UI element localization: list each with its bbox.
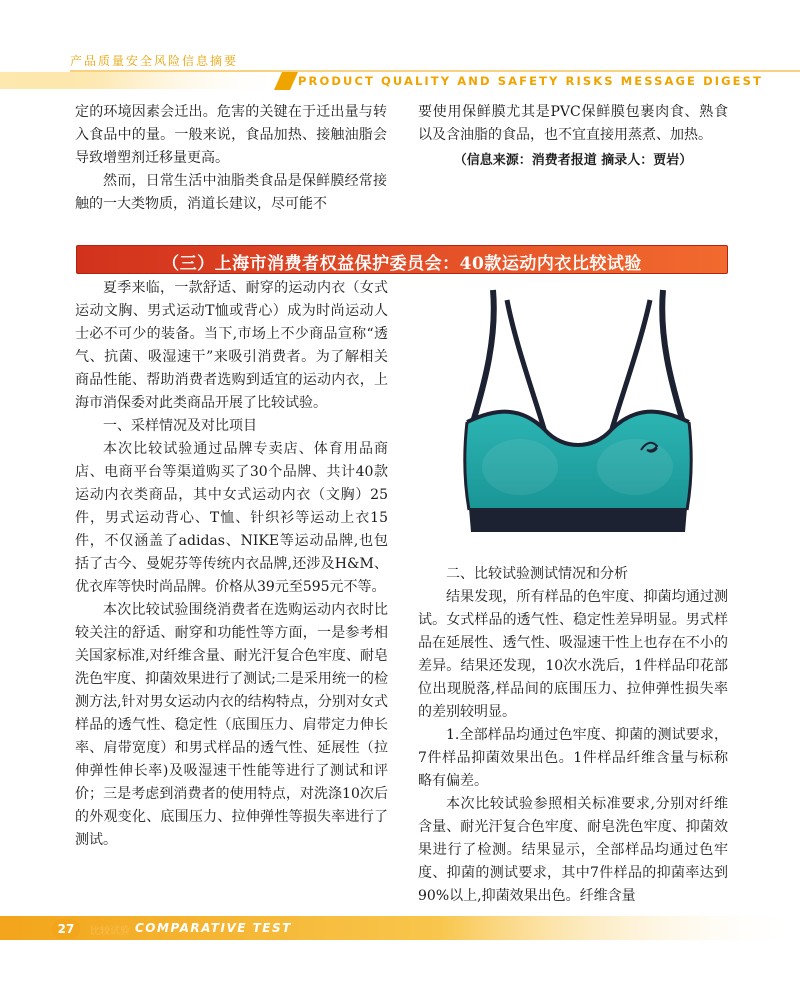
paragraph: 本次比较试验围绕消费者在选购运动内衣时比较关注的舒适、耐穿和功能性等方面，一是参考相关国家标准,对纤维含量、耐光汗复合色牢度、耐皂洗色牢度、抑菌效果进行了测试;二是采用统一的检测方法,针对男女运动内衣的结构特点，分别对女式样品的透气性、稳定性（底围压力、肩带定力伸长率、肩带宽度）和男式样品的透气性、延展性（拉伸弹性伸长率)及吸湿速干性能等进行了测试和评价；三是考虑到消费者的使用特点，对洗涤10次后的外观变化、底围压力、拉伸弹性等损失率进行了测试。 (75, 602, 388, 848)
footer-label-cn: 比较试验 (90, 926, 130, 937)
paragraph: 本次比较试验通过品牌专卖店、体育用品商店、电商平台等渠道购买了30个品牌、共计40款运动内衣类商品，其中女式运动内衣（文胸）25件，男式运动背心、T恤、针织衫等运动上衣15件，不仅涵盖了adidas、NIKE等运动品牌,也包括了古今、曼妮芬等传统内衣品牌,还涉及H&M、优衣库等快时尚品牌。价格从39元至595元不等。 (75, 441, 388, 595)
paragraph: 夏季来临，一款舒适、耐穿的运动内衣（女式运动文胸、男式运动T恤或背心）成为时尚运动人士必不可少的装备。当下,市场上不少商品宣称“透气、抗菌、吸湿速干”来吸引消费者。为了解相关商品性能、帮助消费者选购到适宜的运动内衣，上海市消保委对此类商品开展了比较试验。 (75, 280, 388, 411)
subheading: 一、采样情况及对比项目 (103, 418, 257, 434)
footer-label-en: COMPARATIVE TEST (135, 921, 292, 935)
section-title: （三）上海市消费者权益保护委员会：40款运动内衣比较试验 (162, 254, 642, 274)
left-column (75, 277, 388, 852)
sports-bra-image (445, 282, 710, 544)
top-right-column (418, 101, 728, 172)
top-left-column (75, 101, 387, 216)
paragraph: 要使用保鲜膜尤其是PVC保鲜膜包裹肉食、熟食以及含油脂的食品，也不宜直接用蒸煮、加热。 (418, 104, 728, 143)
paragraph: 定的环境因素会迁出。危害的关键在于迁出量与转入食品中的量。一般来说，食品加热、接触油脂会导致增塑剂迁移量更高。 (75, 104, 387, 166)
right-column (418, 563, 728, 908)
page-number: 27 (52, 919, 80, 939)
source-citation: （信息来源：消费者报道 摘录人：贾岩） (453, 153, 693, 168)
paragraph: 然而，日常生活中油脂类食品是保鲜膜经常接触的一大类物质，消道长建议，尽可能不 (75, 173, 387, 212)
section-banner (76, 245, 728, 274)
paragraph: 结果发现，所有样品的色牢度、抑菌均通过测试。女式样品的透气性、稳定性差异明显。男式样品在延展性、透气性、吸湿速干性上也存在不小的差异。结果还发现，10次水洗后，1件样品印花部位出现脱落,样品间的底围压力、拉伸弹性损失率的差别较明显。 (418, 589, 728, 720)
paragraph: 本次比较试验参照相关标准要求,分别对纤维含量、耐光汗复合色牢度、耐皂洗色牢度、抑菌效果进行了检测。结果显示，全部样品均通过色牢度、抑菌的测试要求，其中7件样品的抑菌率达到90%以上,抑菌效果出色。纤维含量 (418, 796, 728, 904)
header-title-en: PRODUCT QUALITY AND SAFETY RISKS MESSAGE DIGEST (298, 74, 763, 88)
subheading: 二、比较试验测试情况和分析 (446, 566, 628, 582)
paragraph: 1.全部样品均通过色牢度、抑菌的测试要求，7件样品抑菌效果出色。1件样品纤维含量与标称略有偏差。 (418, 727, 728, 789)
header-title-cn: 产品质量安全风险信息摘要 (70, 54, 239, 68)
